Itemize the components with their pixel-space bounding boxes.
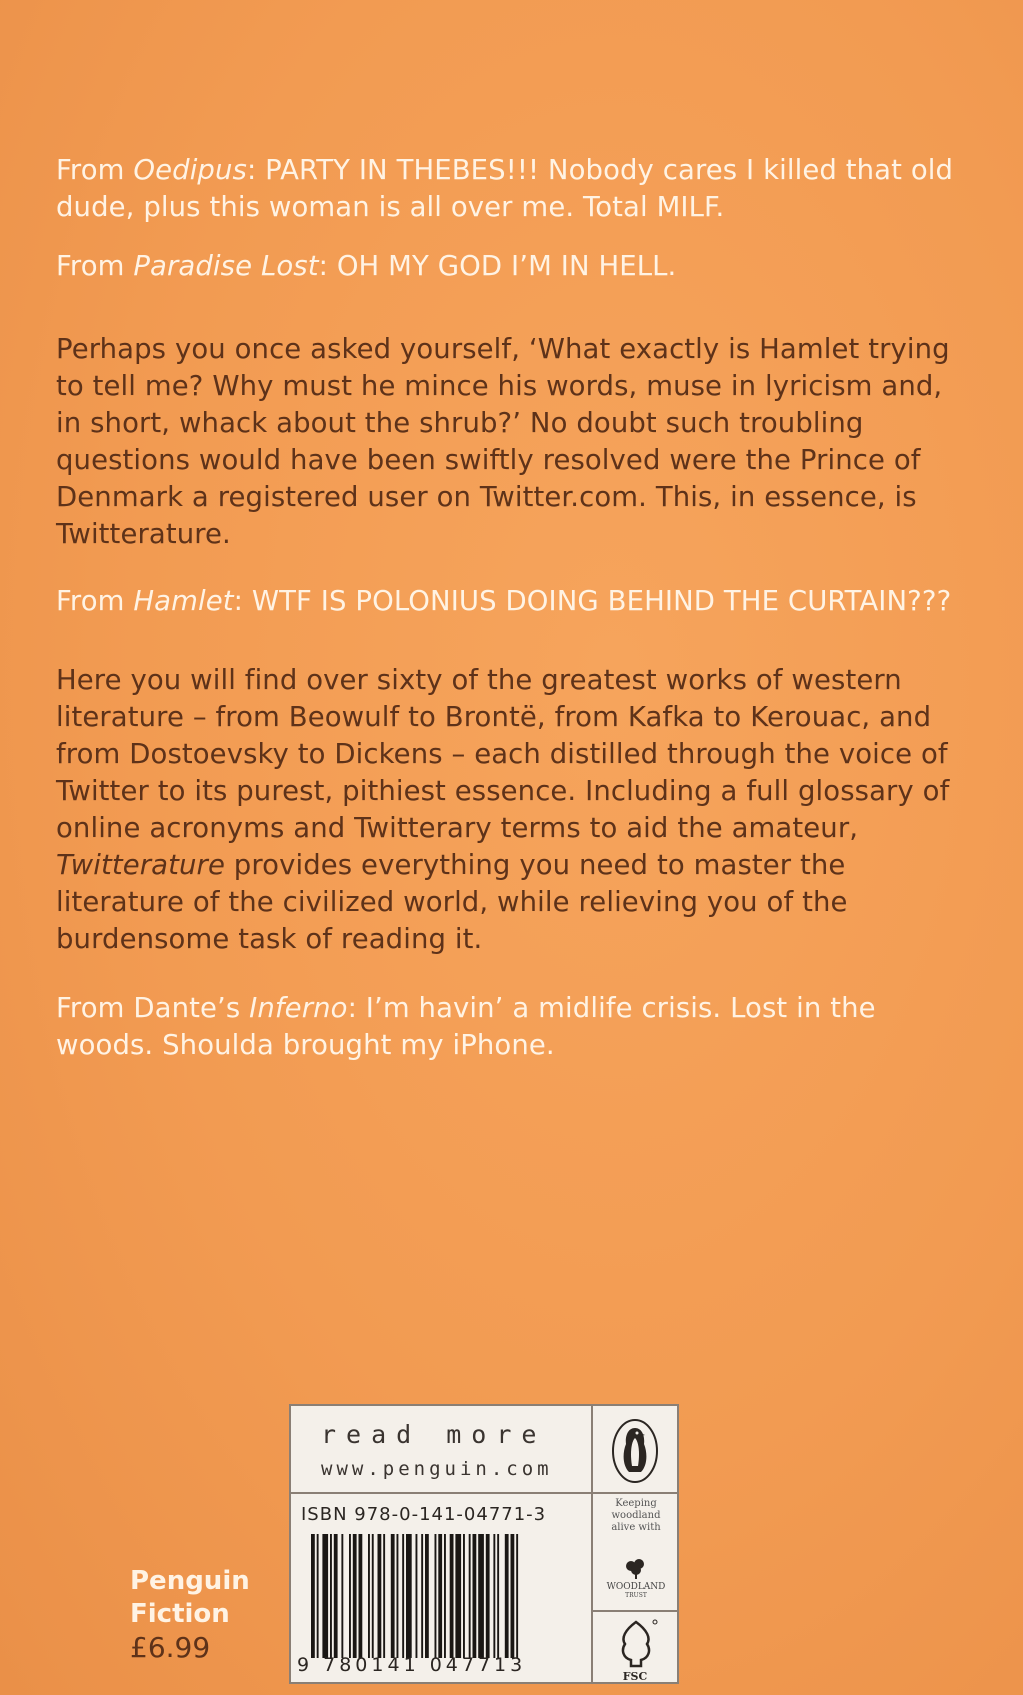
woodland-trust-tree-icon	[623, 1558, 649, 1580]
quote-paradise-lost	[56, 248, 976, 285]
woodland-trust-sub: TRUST	[625, 1592, 647, 1599]
divider	[291, 1492, 591, 1494]
barcode-bar	[330, 1534, 332, 1658]
barcode-bar	[359, 1534, 363, 1658]
barcode-bar	[349, 1534, 351, 1658]
imprint-line-1: Penguin	[130, 1566, 250, 1596]
barcode-bar	[497, 1534, 499, 1658]
barcode-bar	[334, 1534, 338, 1658]
divider	[591, 1492, 679, 1494]
barcode-bar	[416, 1534, 418, 1658]
quote-title: Inferno	[249, 992, 348, 1024]
barcode-bar	[455, 1534, 461, 1658]
barcode-bar	[516, 1534, 518, 1658]
price: £6.99	[130, 1631, 211, 1664]
divider	[591, 1610, 679, 1612]
barcode-bar	[406, 1534, 412, 1658]
read-more-text: read more	[321, 1420, 547, 1449]
woodland-line: woodland	[611, 1510, 661, 1521]
barcode-bar	[378, 1534, 382, 1658]
quote-oedipus	[56, 152, 976, 226]
paragraph-text: provides everything you need to master the literature of the civilized world, while relieving you of the burdensome task of reading it.	[56, 849, 848, 955]
woodland-trust-name: WOODLAND	[606, 1582, 666, 1592]
barcode-bar	[438, 1534, 442, 1658]
quote-inferno	[56, 990, 976, 1064]
publisher-url: www.penguin.com	[321, 1458, 553, 1480]
description-paragraph-2	[56, 662, 976, 958]
barcode-bar	[511, 1534, 515, 1658]
barcode-bar	[421, 1534, 423, 1658]
barcode-bar	[486, 1534, 490, 1658]
barcode-bar	[444, 1534, 446, 1658]
penguin-logo-icon	[609, 1416, 661, 1486]
quote-prefix: From	[56, 585, 134, 617]
barcode-bar	[463, 1534, 465, 1658]
barcode-bar	[322, 1534, 328, 1658]
barcode-bar	[478, 1534, 484, 1658]
imprint-line-2: Fiction	[130, 1599, 230, 1629]
back-cover-blurb	[56, 152, 976, 1064]
barcode-bar	[372, 1534, 374, 1658]
description-paragraph-1: Perhaps you once asked yourself, ‘What exactly is Hamlet trying to tell me? Why must he mince his words, muse in lyricism and, in short, whack about the shrub?’ No doubt such troubling questions would have been swiftly resolved were the Prince of Denmark a registered user on Twitter.com. This, in essence, is Twitterature.	[56, 333, 950, 550]
barcode-bar	[473, 1534, 477, 1658]
woodland-text	[596, 1498, 676, 1534]
quote-prefix: From	[56, 154, 134, 186]
barcode-bar	[311, 1534, 315, 1658]
paragraph-text: Here you will find over sixty of the greatest works of western literature – from Beowulf to Brontë, from Kafka to Kerouac, and from Dostoevsky to Dickens – each distilled through the voice of Twitter to its purest, pithiest essence. Including a full glossary of online acronyms and Twitterary terms to aid the amateur,	[56, 664, 950, 844]
woodland-line: alive with	[611, 1522, 661, 1533]
barcode-bar	[353, 1534, 357, 1658]
barcode-bar	[397, 1534, 399, 1658]
barcode-bar	[341, 1534, 343, 1658]
quote-text: : WTF IS POLONIUS DOING BEHIND THE CURTAIN???	[233, 585, 952, 617]
barcode-bar	[469, 1534, 471, 1658]
barcode-panel	[289, 1404, 679, 1684]
barcode-bar	[425, 1534, 429, 1658]
fsc-label: FSC	[622, 1670, 648, 1683]
quote-title: Oedipus	[133, 154, 247, 186]
book-title: Twitterature	[56, 849, 225, 881]
woodland-line: Keeping	[615, 1498, 657, 1509]
barcode-bar	[505, 1534, 509, 1658]
quote-title: Hamlet	[133, 585, 234, 617]
quote-hamlet	[56, 583, 976, 620]
quote-prefix: From	[56, 250, 134, 282]
quote-text: : I’m havin’ a midlife crisis. Lost in the woods. Shoulda brought my iPhone.	[56, 992, 876, 1061]
woodland-trust-logo	[596, 1558, 676, 1599]
barcode-bar	[450, 1534, 454, 1658]
quote-text: : OH MY GOD I’M IN HELL.	[318, 250, 677, 282]
barcode-bar	[391, 1534, 395, 1658]
barcode-icon	[311, 1534, 573, 1658]
barcode-bar	[368, 1534, 370, 1658]
isbn-number: ISBN 978-0-141-04771-3	[301, 1504, 547, 1525]
barcode-bar	[383, 1534, 385, 1658]
publisher-imprint	[130, 1565, 280, 1664]
barcode-digits: 9 780141 047713	[297, 1654, 527, 1676]
barcode-bar	[435, 1534, 437, 1658]
barcode-bar	[493, 1534, 495, 1658]
quote-title: Paradise Lost	[133, 250, 319, 282]
quote-text: : PARTY IN THEBES!!! Nobody cares I killed that old dude, plus this woman is all over me. Total MILF.	[56, 154, 954, 223]
quote-prefix: From Dante’s	[56, 992, 250, 1024]
barcode-bar	[402, 1534, 404, 1658]
barcode-bar	[317, 1534, 319, 1658]
divider	[591, 1406, 593, 1682]
